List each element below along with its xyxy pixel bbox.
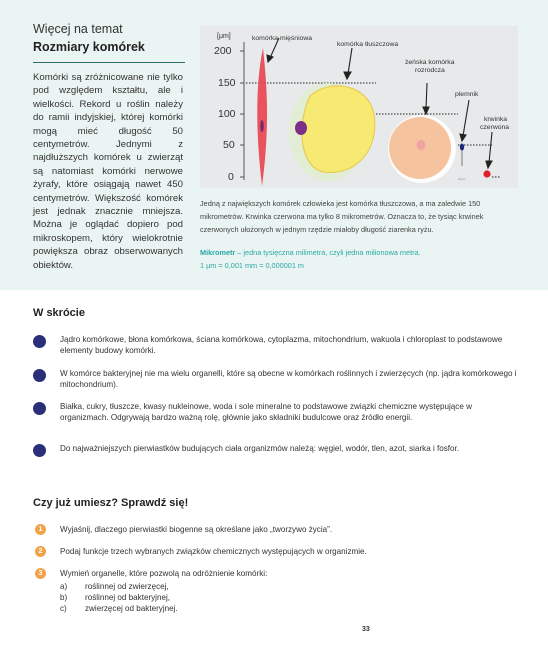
sidebar-box [33, 22, 183, 272]
cell-size-illustration [200, 26, 518, 188]
question-text: Wyjaśnij, dlaczego pierwiastki biogenne są określane jako „tworzywo życia”. [60, 525, 333, 534]
sub-item-letter: a) [60, 582, 68, 591]
bullet-icon [33, 369, 46, 382]
page-number: 33 [362, 626, 370, 633]
question-number-badge: 2 [35, 546, 46, 557]
fat-cell-label: komórka tłuszczowa [337, 41, 399, 48]
y-tick-label: 200 [214, 45, 232, 57]
quiz-title: Czy już umiesz? Sprawdź się! [33, 497, 189, 509]
y-tick-label: 100 [218, 108, 236, 120]
sub-item-text: zwierzęcej od bakteryjnej. [85, 604, 178, 613]
sub-item [60, 603, 178, 614]
definition-box [200, 246, 518, 272]
definition-text: – jedna tysięczna milimetra, czyli jedna milionowa metra. [235, 248, 421, 257]
sub-item [60, 592, 170, 603]
definition-term: Mikrometr [200, 248, 236, 257]
more-info-panel [0, 0, 548, 290]
muscle-cell-label: komórka mięśniowa [252, 35, 313, 42]
question-text: Podaj funkcje trzech wybranych związków chemicznych występujących w organizmie. [60, 547, 367, 556]
sub-item [60, 581, 169, 592]
summary-title: W skrócie [33, 307, 85, 319]
y-tick-label: 50 [223, 139, 235, 151]
sub-item-letter: b) [60, 593, 68, 602]
muscle-cell-shape [257, 48, 267, 186]
question-number-badge: 1 [35, 524, 46, 535]
fat-cell-nucleus [295, 121, 307, 135]
bullet-icon [33, 402, 46, 415]
summary-item-text: Do najważniejszych pierwiastków budujących ciała organizmów należą: węgiel, wodór, tlen, azot, siarka i fosfor. [60, 444, 460, 453]
bullet-icon [33, 335, 46, 348]
y-ticks [214, 45, 244, 183]
figure-caption: Jedną z największych komórek człowieka jest komórka tłuszczowa, a ma zaledwie 150 mikrometrów. Krwinka czerwona ma tylko 8 mikrometrów. Oznacza to, że tysiąc krwinek czerwonych ułożonych w jednym rzędzie miałoby długość ziarenka ryżu. [200, 199, 484, 234]
question-number-badge: 3 [35, 568, 46, 579]
egg-cell-label: żeńska komórka rozrodcza [405, 59, 455, 74]
y-tick-label: 150 [218, 77, 236, 89]
rbc-label: krwinka czerwona [480, 116, 510, 131]
unit-label: [μm] [217, 33, 231, 40]
definition-formula: 1 μm = 0,001 mm = 0,000001 m [200, 261, 304, 270]
sub-item-letter: c) [60, 604, 67, 613]
sidebar-title: Rozmiary komórek [33, 40, 145, 54]
sidebar-divider [33, 62, 185, 63]
summary-item-text: Białka, cukry, tłuszcze, kwasy nukleinowe, woda i sole mineralne to podstawowe związki chemiczne występujące w organizmach. Odgrywają bardzo ważną rolę, głównie jako składniki budulcowe oraz źródło energii. [60, 402, 472, 423]
question-text: Wymień organelle, które pozwolą na odróżnienie komórki: [60, 569, 268, 578]
y-tick-label: 0 [228, 171, 234, 183]
red-blood-cell [483, 170, 490, 177]
sperm-head [460, 144, 464, 151]
cell-size-graphic [200, 26, 518, 188]
egg-cell-nucleus [417, 140, 426, 150]
sperm-label: plemnik [455, 91, 479, 98]
bullet-icon [33, 444, 46, 457]
sidebar-heading: Więcej na temat [33, 22, 123, 36]
fat-cell-shape [302, 86, 375, 173]
sub-item-text: roślinnej od zwierzęcej, [85, 582, 169, 591]
sub-item-text: roślinnej od bakteryjnej, [85, 593, 171, 602]
tiny-scale-text: 20 μm [458, 178, 466, 181]
summary-item-text: W komórce bakteryjnej nie ma wielu organelli, które są obecne w komórkach roślinnych i zwierzęcych (np. jądra komórkowego i mitochondrium). [60, 369, 517, 390]
muscle-cell-nucleus [260, 120, 264, 132]
sidebar-body: Komórki są zróżnicowane nie tylko pod względem kształtu, ale i wielkości. Rekord u roślin należy do ramii indyjskiej, której komórki mogą mieć długość 50 centymetrów. Jednymi z najdłuższych komórek u zwierząt są natomiast komórki nerwowe żyrafy, które osiągają nawet 450 centymetrów. Większość komórek jest jednak znacznie mniejsza. Można je oglądać dopiero pod mikroskopem, który wielokrotnie powiększa obraz obserwowanych obiektów. [33, 72, 183, 271]
summary-item-text: Jądro komórkowe, błona komórkowa, ściana komórkowa, cytoplazma, mitochondrium, wakuola i chloroplast to podstawowe elementy budowy komórki. [60, 335, 503, 356]
